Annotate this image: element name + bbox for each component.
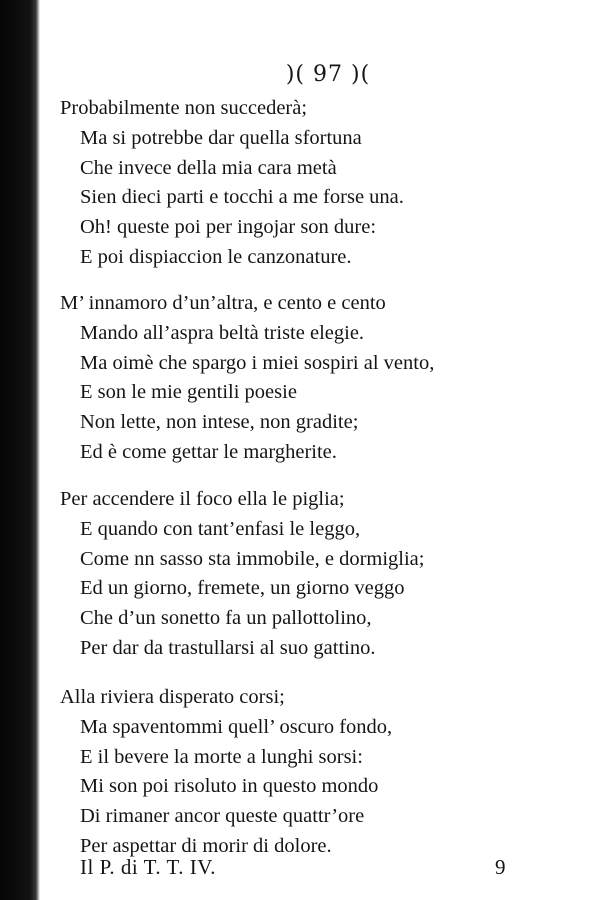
verse-line: Probabilmente non succederà; xyxy=(60,97,308,119)
verse-line: Che invece della mia cara metà xyxy=(80,156,337,179)
verse-line: M’ innamoro d’un’altra, e cento e cento xyxy=(60,292,386,314)
signature-mark: Il P. di T. T. IV. xyxy=(80,855,216,879)
verse-line: Per dar da trastullarsi al suo gattino. xyxy=(80,636,376,659)
gathering-number: 9 xyxy=(495,855,506,879)
verse-line: Sien dieci parti e tocchi a me forse una. xyxy=(80,186,404,209)
verse-line: E son le mie gentili poesie xyxy=(80,381,297,404)
stanza-2 xyxy=(40,289,600,468)
book-binding-edge xyxy=(0,0,40,900)
verse-line: E il bevere la morte a lunghi sorsi: xyxy=(80,745,363,768)
verse-line: Mi son poi risoluto in questo mondo xyxy=(80,775,379,798)
book-page xyxy=(40,0,616,900)
verse-line: Per accendere il foco ella le piglia; xyxy=(60,488,345,510)
verse-line: Alla riviera disperato corsi; xyxy=(60,686,285,708)
verse-line: Oh! queste poi per ingojar son dure: xyxy=(80,216,377,239)
verse-line: Di rimaner ancor queste quattr’ore xyxy=(80,805,365,828)
verse-line: Come nn sasso sta immobile, e dormiglia; xyxy=(80,547,425,570)
verse-line: Ma oimè che spargo i miei sospiri al vento, xyxy=(80,351,435,374)
verse-line: Ed un giorno, fremete, un giorno veggo xyxy=(80,577,405,600)
stanza-3 xyxy=(40,485,600,664)
verse-line: Ma spaventommi quell’ oscuro fondo, xyxy=(80,715,393,738)
stanza-1 xyxy=(40,94,600,273)
verse-line: Non lette, non intese, non gradite; xyxy=(80,411,359,434)
stanza-4 xyxy=(40,683,600,862)
verse-line: Che d’un sonetto fa un pallottolino, xyxy=(80,607,372,630)
verse-line: E poi dispiaccion le canzonature. xyxy=(80,245,352,268)
verse-line: Mando all’aspra beltà triste elegie. xyxy=(80,321,365,344)
verse-line: E quando con tant’enfasi le leggo, xyxy=(80,517,361,540)
verse-line: Ed è come gettar le margherite. xyxy=(80,440,337,463)
verse-line: Ma si potrebbe dar quella sfortuna xyxy=(80,126,362,149)
verse-line: Per aspettar di morir di dolore. xyxy=(80,834,332,857)
page-number-header: )( 97 )( xyxy=(285,62,371,87)
